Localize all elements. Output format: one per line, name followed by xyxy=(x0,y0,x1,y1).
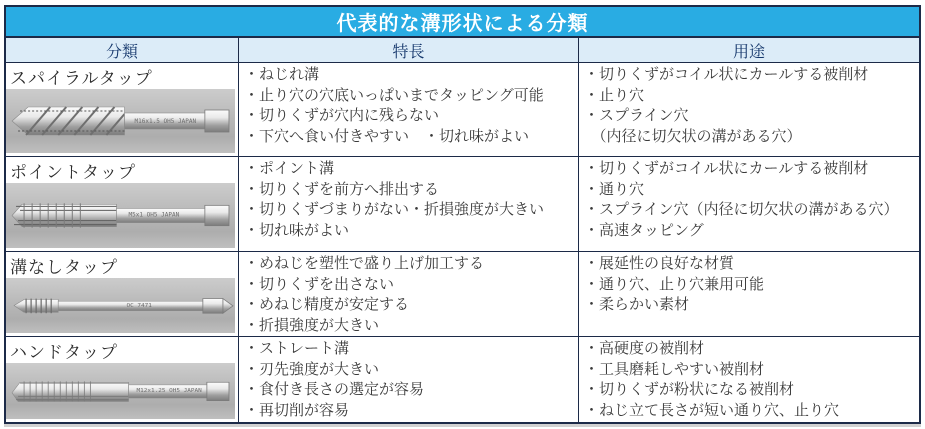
features-cell xyxy=(238,337,578,422)
features-cell xyxy=(238,252,578,336)
grooveless-tap-icon xyxy=(6,278,235,333)
tool-marking: M12x1.25 OH5 JAPAN xyxy=(136,388,202,394)
feature-item: ・切りくずを前方へ排出する xyxy=(244,180,440,198)
use-item: ・通り穴 xyxy=(584,180,645,198)
classification-cell xyxy=(6,252,238,336)
use-item: （内径に切欠状の溝がある穴） xyxy=(584,127,802,145)
uses-cell xyxy=(578,252,919,336)
tool-marking: M16x1.5 OH5 JAPAN xyxy=(134,118,197,125)
tool-marking: OC 7471 xyxy=(126,303,152,310)
use-item: ・切りくずがコイル状にカールする被削材 xyxy=(584,160,869,177)
use-item: ・高速タッピング xyxy=(584,221,704,239)
tap-classification-table xyxy=(4,5,921,424)
feature-item: ・切りくずづまりがない・折損強度が大きい xyxy=(244,201,545,218)
classification-cell xyxy=(6,63,238,156)
use-item: ・展延性の良好な材質 xyxy=(584,255,735,272)
use-item: ・スプライン穴（内径に切欠状の溝がある穴） xyxy=(584,201,899,218)
hand-tap-icon xyxy=(6,363,235,419)
use-item: ・通り穴、止り穴兼用可能 xyxy=(584,275,765,293)
table-row-spiral-tap xyxy=(6,63,919,157)
table-row-hand-tap xyxy=(6,337,919,422)
feature-item: ・止り穴の穴底いっぱいまでタッピング可能 xyxy=(244,86,544,104)
feature-item: ・めねじ精度が安定する xyxy=(244,296,410,313)
tap-name: 溝なしタップ xyxy=(10,258,118,277)
header-uses: 用途 xyxy=(578,38,919,62)
feature-item: ・ストレート溝 xyxy=(244,340,350,357)
spiral-tap-icon xyxy=(6,89,235,153)
table-row-grooveless-tap xyxy=(6,252,919,337)
uses-cell xyxy=(578,63,919,156)
header-classification: 分類 xyxy=(105,43,138,61)
feature-item: ・再切削が容易 xyxy=(244,401,350,419)
uses-cell xyxy=(578,157,919,251)
use-item: ・高硬度の被削材 xyxy=(584,340,705,357)
use-item: ・ねじ立て長さが短い通り穴、止り穴 xyxy=(584,401,840,419)
classification-cell xyxy=(6,337,238,422)
classification-cell xyxy=(6,157,238,251)
feature-item: ・切れ味がよい xyxy=(244,221,350,239)
point-tap-photo xyxy=(6,183,235,248)
use-item: ・止り穴 xyxy=(584,86,645,104)
features-cell xyxy=(238,157,578,251)
feature-item: ・ポイント溝 xyxy=(244,160,335,177)
hand-tap-photo xyxy=(6,363,235,419)
use-item: ・切りくずが粉状になる被削材 xyxy=(584,381,795,398)
use-item: ・切りくずがコイル状にカールする被削材 xyxy=(584,66,869,83)
tool-marking: M5x1 OH5 JAPAN xyxy=(128,211,180,219)
table-row-point-tap xyxy=(6,157,919,252)
tap-name: ポイントタップ xyxy=(10,163,136,182)
use-item: ・柔らかい素材 xyxy=(584,296,690,313)
feature-item: ・食付き長さの選定が容易 xyxy=(244,381,425,398)
table-header-row xyxy=(6,38,919,63)
feature-item: ・ねじれ溝 xyxy=(244,66,320,83)
feature-item: ・切りくずを出さない xyxy=(244,275,395,293)
features-cell xyxy=(238,63,578,156)
use-item: ・スプライン穴 xyxy=(584,107,689,124)
header-features: 特長 xyxy=(238,38,578,62)
feature-item: ・下穴へ食い付きやすい ・切れ味がよい xyxy=(244,127,530,145)
feature-item: ・めねじを塑性で盛り上げ加工する xyxy=(244,255,485,272)
feature-item: ・折損強度が大きい xyxy=(244,316,380,334)
uses-cell xyxy=(578,337,919,422)
use-item: ・工具磨耗しやすい被削材 xyxy=(584,360,765,378)
spiral-tap-photo xyxy=(6,89,235,153)
feature-item: ・切りくずが穴内に残らない xyxy=(244,107,440,124)
tap-name: ハンドタップ xyxy=(10,343,118,362)
feature-item: ・刃先強度が大きい xyxy=(244,360,380,378)
table-title: 代表的な溝形状による分類 xyxy=(6,7,919,38)
point-tap-icon xyxy=(6,183,235,248)
grooveless-tap-photo xyxy=(6,278,235,333)
tap-name: スパイラルタップ xyxy=(10,69,153,88)
